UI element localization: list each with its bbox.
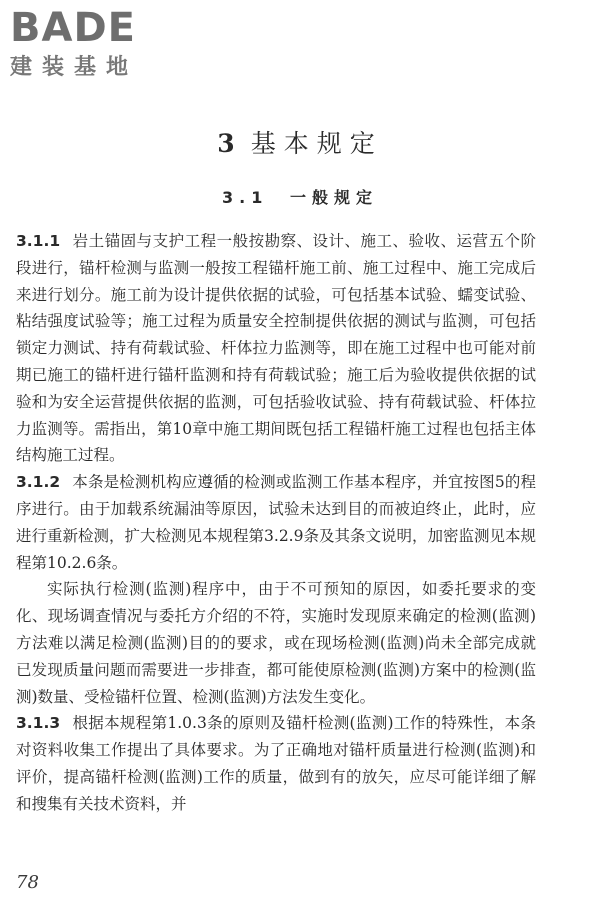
page-number: 78 [16, 872, 39, 893]
clause-number: 3.1.1 [16, 232, 61, 250]
clause-text: 岩土锚固与支护工程一般按勘察、设计、施工、验收、运营五个阶段进行，锚杆检测与监测一般按工程锚杆施工前、施工过程中、施工完成后来进行划分。施工前为设计提供依据的试验，可包括基本试验、蠕变试验、粘结强度试验等；施工过程为质量安全控制提供依据的测试与监测，可包括锁定力测试、持有荷载试验、杆体拉力监测等，即在施工过程中也可能对前期已施工的锚杆进行锚杆监测和持有荷载试验；施工后为验收提供依据的试验和为安全运营提供依据的监测，可包括验收试验、持有荷载试验、杆体拉力监测等。需指出，第10章中施工期间既包括工程锚杆施工过程也包括主体结构施工过程。 [16, 232, 536, 465]
logo-mark: BADE [10, 5, 136, 51]
clause-3-1-2 [16, 469, 536, 576]
clause-number: 3.1.3 [16, 714, 61, 733]
clause-number: 3.1.2 [16, 473, 61, 492]
chapter-title [0, 128, 600, 160]
chapter-number: 3 [217, 129, 243, 158]
body-text [16, 228, 536, 818]
section-title-text: 一般规定 [289, 188, 378, 207]
clause-text: 本条是检测机构应遵循的检测或监测工作基本程序，并宜按图5的程序进行。由于加载系统漏油等原因，试验未达到目的而被迫终止，此时，应进行重新检测，扩大检测见本规程第3.2.9条及其条文说明，加密监测见本规程第10.2.6条。 [16, 473, 536, 572]
section-title [0, 186, 600, 210]
chapter-title-text: 基本规定 [250, 129, 383, 158]
clause-3-1-2-paragraph: 实际执行检测(监测)程序中，由于不可预知的原因，如委托要求的变化、现场调查情况与委托方介绍的不符，实施时发现原来确定的检测(监测)方法难以满足检测(监测)目的的要求，或在现场检测(监测)尚未全部完成就已发现质量问题而需要进一步排查，都可能使原检测(监测)方案中的检测(监测)数量、受检锚杆位置、检测(监测)方法发生变化。 [16, 580, 536, 706]
clause-3-1-3 [16, 710, 536, 817]
section-number: 3.1 [222, 188, 269, 207]
clause-text: 根据本规程第1.0.3条的原则及锚杆检测(监测)工作的特殊性，本条对资料收集工作提出了具体要求。为了正确地对锚杆质量进行检测(监测)和评价，提高锚杆检测(监测)工作的质量，做到有的放矢，应尽可能详细了解和搜集有关技术资料，并 [16, 714, 536, 813]
clause-3-1-1 [16, 228, 536, 469]
logo-subtitle: 建装基地 [10, 55, 139, 80]
logo [10, 6, 185, 82]
